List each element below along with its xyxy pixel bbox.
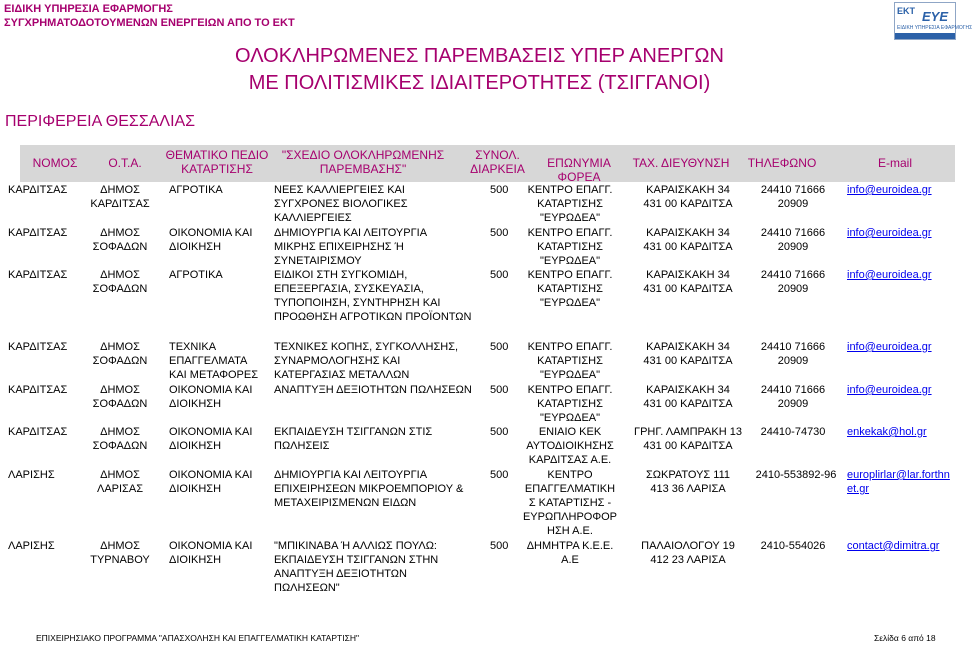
row-foreas-line: "ΕΥΡΩΔΕΑ" bbox=[539, 255, 601, 267]
row-ota-line: ΤΥΡΝΑΒΟΥ bbox=[90, 554, 150, 566]
row-sxedio-line: ΔΗΜΙΟΥΡΓΙΑ ΚΑΙ ΛΕΙΤΟΥΡΓΙΑ bbox=[274, 469, 428, 481]
row-pedio-line: ΤΕΧΝΙΚΑ bbox=[169, 341, 217, 353]
email-link[interactable]: info@euroidea.gr bbox=[847, 384, 932, 396]
row-email bbox=[847, 226, 932, 240]
row-email bbox=[847, 383, 932, 397]
row-pedio-line: ΕΠΑΓΓΕΛΜΑΤΑ bbox=[169, 355, 248, 367]
email-link[interactable]: enkekak@hol.gr bbox=[847, 426, 927, 438]
row-sxedio-line: ΣΥΓΧΡΟΝΕΣ ΒΙΟΛΟΓΙΚΕΣ bbox=[274, 198, 408, 210]
col-pedio-line1: ΘΕΜΑΤΙΚΟ ΠΕΔΙΟ bbox=[165, 148, 269, 162]
row-foreas-line: "ΕΥΡΩΔΕΑ" bbox=[539, 369, 601, 381]
row-foreas-line: ΚΕΝΤΡΟ ΕΠΑΓΓ. bbox=[527, 184, 613, 196]
row-sxedio-line: ΕΚΠΑΙΔΕΥΣΗ ΤΣΙΓΓΑΝΩΝ ΣΤΙΣ bbox=[274, 426, 433, 438]
eye-logo bbox=[894, 2, 972, 40]
row-nomos: ΚΑΡΔΙΤΣΑΣ bbox=[8, 269, 68, 281]
row-foreas bbox=[515, 383, 625, 425]
row-hours: 500 bbox=[490, 469, 509, 481]
row-address-line: ΠΑΛΑΙΟΛΟΓΟΥ 19 bbox=[641, 540, 735, 552]
row-foreas-line: ΑΥΤΟΔΙΟΙΚΗΣΗΣ bbox=[526, 440, 614, 452]
row-ota-line: ΔΗΜΟΣ bbox=[100, 227, 140, 239]
row-sxedio bbox=[274, 383, 472, 397]
row-sxedio-line: ΤΥΠΟΠΟΙΗΣΗ, ΣΥΝΤΗΡΗΣΗ ΚΑΙ bbox=[274, 297, 441, 309]
row-address-line: 431 00 ΚΑΡΔΙΤΣΑ bbox=[643, 398, 733, 410]
row-hours: 500 bbox=[490, 269, 509, 281]
row-foreas bbox=[515, 468, 625, 538]
row-address-line: ΚΑΡΑΙΣΚΑΚΗ 34 bbox=[646, 269, 730, 281]
footer-program: ΕΠΙΧΕΙΡΗΣΙΑΚΟ ΠΡΟΓΡΑΜΜΑ "ΑΠΑΣΧΟΛΗΣΗ ΚΑΙ ΕΠΑΓΓΕΛΜΑΤΙΚΗ ΚΑΤΑΡΤΙΣΗ" bbox=[36, 633, 359, 643]
row-sxedio-line: ΣΥΝΑΡΜΟΛΟΓΗΣΗΣ ΚΑΙ bbox=[274, 355, 401, 367]
row-pedio-line: ΟΙΚΟΝΟΜΙΑ ΚΑΙ bbox=[169, 426, 253, 438]
row-ota bbox=[90, 183, 150, 211]
row-pedio-line: ΚΑΙ ΜΕΤΑΦΟΡΕΣ bbox=[169, 369, 259, 381]
row-address-line: 431 00 ΚΑΡΔΙΤΣΑ bbox=[643, 283, 733, 295]
row-phone bbox=[748, 268, 838, 296]
row-address bbox=[628, 539, 748, 567]
row-address-line: ΚΑΡΑΙΣΚΑΚΗ 34 bbox=[646, 341, 730, 353]
row-address bbox=[628, 268, 748, 296]
row-phone-line: 20909 bbox=[777, 283, 809, 295]
row-pedio-line: ΑΓΡΟΤΙΚΑ bbox=[169, 184, 223, 196]
row-foreas bbox=[515, 268, 625, 310]
row-ota bbox=[90, 539, 150, 567]
row-ota-line: ΣΟΦΑΔΩΝ bbox=[92, 283, 148, 295]
logo-sub-text: ΕΙΔΙΚΗ ΥΠΗΡΕΣΙΑ ΕΦΑΡΜΟΓΗΣ bbox=[897, 25, 972, 31]
row-phone-line: 20909 bbox=[777, 398, 809, 410]
row-pedio-line: ΑΓΡΟΤΙΚΑ bbox=[169, 269, 223, 281]
row-pedio bbox=[169, 539, 252, 567]
row-address-line: 431 00 ΚΑΡΔΙΤΣΑ bbox=[643, 440, 733, 452]
row-phone bbox=[748, 183, 838, 211]
row-address-line: ΚΑΡΑΙΣΚΑΚΗ 34 bbox=[646, 384, 730, 396]
col-address: ΤΑΧ. ΔΙΕΥΘΥΝΣΗ bbox=[632, 156, 730, 170]
row-sxedio-line: ΑΝΑΠΤΥΞΗ ΔΕΞΙΟΤΗΤΩΝ ΠΩΛΗΣΕΩΝ bbox=[274, 384, 472, 396]
col-email: E-mail bbox=[877, 156, 912, 170]
row-sxedio-line: ΠΩΛΗΣΕΙΣ bbox=[274, 440, 330, 452]
col-phone: ΤΗΛΕΦΩΝΟ bbox=[747, 156, 817, 170]
page-subtitle: ΜΕ ΠΟΛΙΤΙΣΜΙΚΕΣ ΙΔΙΑΙΤΕΡΟΤΗΤΕΣ (ΤΣΙΓΓΑΝΟΙ) bbox=[248, 72, 711, 94]
row-address bbox=[628, 383, 748, 411]
row-nomos: ΚΑΡΔΙΤΣΑΣ bbox=[8, 341, 68, 353]
row-address bbox=[628, 425, 748, 453]
row-pedio bbox=[169, 340, 258, 382]
row-phone bbox=[748, 383, 838, 411]
row-sxedio bbox=[274, 468, 463, 510]
row-pedio bbox=[169, 383, 252, 411]
row-nomos: ΛΑΡΙΣΗΣ bbox=[8, 540, 55, 552]
email-link[interactable] bbox=[847, 469, 950, 495]
row-phone-line: 24410 71666 bbox=[760, 227, 826, 239]
row-address-line: ΚΑΡΑΙΣΚΑΚΗ 34 bbox=[646, 184, 730, 196]
row-foreas-line: ΚΕΝΤΡΟ ΕΠΑΓΓ. bbox=[527, 269, 613, 281]
row-address-line: ΓΡΗΓ. ΛΑΜΠΡΑΚΗ 13 bbox=[634, 426, 742, 438]
footer-page-number: Σελίδα 6 από 18 bbox=[874, 633, 936, 643]
logo-ekt-text: ΕΚΤ bbox=[897, 6, 915, 16]
row-address-line: ΣΩΚΡΑΤΟΥΣ 111 bbox=[645, 469, 731, 481]
row-foreas bbox=[515, 226, 625, 268]
row-sxedio-line: ΕΚΠΑΙΔΕΥΣΗ ΤΣΙΓΓΑΝΩΝ ΣΤΗΝ bbox=[274, 554, 439, 566]
row-ota-line: ΔΗΜΟΣ bbox=[100, 269, 140, 281]
email-link[interactable]: info@euroidea.gr bbox=[847, 227, 932, 239]
row-ota-line: ΔΗΜΟΣ bbox=[100, 469, 140, 481]
col-nomos: ΝΟΜΟΣ bbox=[32, 156, 78, 170]
row-address bbox=[628, 340, 748, 368]
row-foreas-line: ΚΕΝΤΡΟ ΕΠΑΓΓ. bbox=[527, 384, 613, 396]
row-hours: 500 bbox=[490, 341, 509, 353]
email-link[interactable]: contact@dimitra.gr bbox=[847, 540, 940, 552]
email-link-part[interactable]: et.gr bbox=[847, 483, 870, 495]
page-title: ΟΛΟΚΛΗΡΩΜΕΝΕΣ ΠΑΡΕΜΒΑΣΕΙΣ ΥΠΕΡ ΑΝΕΡΓΩΝ bbox=[235, 45, 724, 67]
row-phone-line: 24410-74730 bbox=[760, 426, 826, 438]
email-link[interactable]: info@euroidea.gr bbox=[847, 269, 932, 281]
row-phone-line: 20909 bbox=[777, 355, 809, 367]
row-ota-line: ΣΟΦΑΔΩΝ bbox=[92, 241, 148, 253]
row-ota-line: ΚΑΡΔΙΤΣΑΣ bbox=[90, 198, 150, 210]
row-email bbox=[847, 268, 932, 282]
row-foreas-line: ΕΝΙΑΙΟ ΚΕΚ bbox=[538, 426, 602, 438]
row-pedio-line: ΟΙΚΟΝΟΜΙΑ ΚΑΙ bbox=[169, 540, 253, 552]
row-pedio bbox=[169, 268, 223, 282]
row-ota bbox=[90, 226, 150, 254]
row-ota-line: ΔΗΜΟΣ bbox=[100, 384, 140, 396]
row-sxedio bbox=[274, 226, 427, 268]
row-nomos: ΚΑΡΔΙΤΣΑΣ bbox=[8, 426, 68, 438]
row-address bbox=[628, 468, 748, 496]
row-foreas-line: ΚΕΝΤΡΟ bbox=[547, 469, 593, 481]
row-sxedio-line: ΠΩΛΗΣΕΩΝ" bbox=[274, 582, 340, 594]
row-sxedio-line: ΑΝΑΠΤΥΞΗ ΔΕΞΙΟΤΗΤΩΝ bbox=[274, 568, 407, 580]
row-phone-line: 2410-553892-96 bbox=[755, 469, 837, 481]
row-foreas-line: ΚΑΤΑΡΤΙΣΗΣ bbox=[537, 283, 603, 295]
row-hours: 500 bbox=[490, 227, 509, 239]
row-address-line: 412 23 ΛΑΡΙΣΑ bbox=[650, 554, 726, 566]
row-email bbox=[847, 468, 950, 496]
row-sxedio-line: ΚΑΛΛΙΕΡΓΕΙΕΣ bbox=[274, 212, 352, 224]
row-sxedio bbox=[274, 425, 432, 453]
row-sxedio bbox=[274, 268, 471, 324]
row-ota-line: ΔΗΜΟΣ bbox=[100, 540, 140, 552]
row-sxedio-line: ΝΕΕΣ ΚΑΛΛΙΕΡΓΕΙΕΣ ΚΑΙ bbox=[274, 184, 405, 196]
row-ota-line: ΔΗΜΟΣ bbox=[100, 341, 140, 353]
col-synol-line2: ΔΙΑΡΚΕΙΑ bbox=[470, 162, 525, 176]
table-header bbox=[20, 145, 955, 182]
row-ota-line: ΔΗΜΟΣ bbox=[100, 184, 140, 196]
row-sxedio-line: ΚΑΤΕΡΓΑΣΙΑΣ ΜΕΤΑΛΛΩΝ bbox=[274, 369, 410, 381]
row-nomos: ΚΑΡΔΙΤΣΑΣ bbox=[8, 384, 68, 396]
row-foreas-line: ΚΑΤΑΡΤΙΣΗΣ bbox=[537, 198, 603, 210]
row-foreas-line: "ΕΥΡΩΔΕΑ" bbox=[539, 412, 601, 424]
row-ota-line: ΣΟΦΑΔΩΝ bbox=[92, 398, 148, 410]
row-sxedio-line: ΜΙΚΡΗΣ ΕΠΙΧΕΙΡΗΣΗΣ Ή bbox=[274, 241, 404, 253]
logo-bar bbox=[895, 33, 955, 39]
row-ota-line: ΣΟΦΑΔΩΝ bbox=[92, 355, 148, 367]
logo-brand-text: EYE bbox=[922, 9, 949, 24]
row-sxedio-line: ΣΥΝΕΤΑΙΡΙΣΜΟΥ bbox=[274, 255, 362, 267]
row-foreas-line: ΕΥΡΩΠΛΗΡΟΦΟΡ bbox=[522, 511, 618, 523]
row-phone-line: 24410 71666 bbox=[760, 341, 826, 353]
row-foreas-line: Σ ΚΑΤΑΡΤΙΣΗΣ - bbox=[528, 497, 612, 509]
row-address-line: 431 00 ΚΑΡΔΙΤΣΑ bbox=[643, 198, 733, 210]
row-foreas-line: ΕΠΑΓΓΕΛΜΑΤΙΚΗ bbox=[524, 483, 616, 495]
row-foreas-line: ΗΣΗ Α.Ε. bbox=[547, 525, 593, 537]
row-foreas bbox=[515, 539, 625, 567]
row-foreas-line: ΚΑΤΑΡΤΙΣΗΣ bbox=[537, 355, 603, 367]
row-foreas-line: ΚΕΝΤΡΟ ΕΠΑΓΓ. bbox=[527, 227, 613, 239]
row-pedio-line: ΟΙΚΟΝΟΜΙΑ ΚΑΙ bbox=[169, 384, 253, 396]
row-pedio-line: ΟΙΚΟΝΟΜΙΑ ΚΑΙ bbox=[169, 227, 253, 239]
row-hours: 500 bbox=[490, 384, 509, 396]
row-ota-line: ΔΗΜΟΣ bbox=[100, 426, 140, 438]
row-foreas-line: ΚΑΤΑΡΤΙΣΗΣ bbox=[537, 241, 603, 253]
row-phone-line: 20909 bbox=[777, 241, 809, 253]
row-pedio bbox=[169, 468, 252, 496]
row-nomos: ΚΑΡΔΙΤΣΑΣ bbox=[8, 227, 68, 239]
row-foreas-line: ΔΗΜΗΤΡΑ Κ.Ε.Ε. bbox=[526, 540, 614, 552]
col-synol-line1: ΣΥΝΟΛ. bbox=[475, 148, 520, 162]
row-pedio bbox=[169, 226, 252, 254]
col-ota: Ο.Τ.Α. bbox=[108, 156, 142, 170]
row-address bbox=[628, 226, 748, 254]
row-address-line: 431 00 ΚΑΡΔΙΤΣΑ bbox=[643, 355, 733, 367]
row-sxedio bbox=[274, 340, 458, 382]
row-email bbox=[847, 340, 932, 354]
row-nomos: ΚΑΡΔΙΤΣΑΣ bbox=[8, 184, 68, 196]
row-sxedio-line: ΕΠΙΧΕΙΡΗΣΕΩΝ ΜΙΚΡΟΕΜΠΟΡΙΟΥ & bbox=[274, 483, 464, 495]
col-sxedio bbox=[273, 148, 453, 176]
row-phone-line: 24410 71666 bbox=[760, 184, 826, 196]
row-pedio bbox=[169, 183, 223, 197]
row-foreas bbox=[515, 340, 625, 382]
col-pedio bbox=[162, 148, 272, 176]
row-pedio-line: ΔΙΟΙΚΗΣΗ bbox=[169, 398, 222, 410]
col-sxedio-line2: ΠΑΡΕΜΒΑΣΗΣ" bbox=[319, 162, 407, 176]
row-address-line: 431 00 ΚΑΡΔΙΤΣΑ bbox=[643, 241, 733, 253]
row-foreas-line: "ΕΥΡΩΔΕΑ" bbox=[539, 297, 601, 309]
row-phone bbox=[748, 425, 838, 439]
row-sxedio-line: ΠΡΟΩΘΗΣΗ ΑΓΡΟΤΙΚΩΝ ΠΡΟΪΟΝΤΩΝ bbox=[274, 311, 472, 323]
row-sxedio-line: ΕΙΔΙΚΟΙ ΣΤΗ ΣΥΓΚΟΜΙΔΗ, bbox=[274, 269, 408, 281]
row-phone bbox=[748, 468, 844, 482]
row-sxedio-line: ΤΕΧΝΙΚΕΣ ΚΟΠΗΣ, ΣΥΓΚΟΛΛΗΣΗΣ, bbox=[274, 341, 459, 353]
email-link[interactable]: info@euroidea.gr bbox=[847, 341, 932, 353]
row-ota bbox=[90, 383, 150, 411]
row-ota-line: ΣΟΦΑΔΩΝ bbox=[92, 440, 148, 452]
region-heading: ΠΕΡΙΦΕΡΕΙΑ ΘΕΣΣΑΛΙΑΣ bbox=[5, 113, 196, 130]
row-pedio-line: ΔΙΟΙΚΗΣΗ bbox=[169, 483, 222, 495]
row-ota bbox=[90, 425, 150, 453]
col-pedio-line2: ΚΑΤΑΡΤΙΣΗΣ bbox=[181, 162, 253, 176]
row-foreas-line: ΚΑΤΑΡΤΙΣΗΣ bbox=[537, 398, 603, 410]
row-phone bbox=[748, 340, 838, 368]
row-sxedio-line: ΔΗΜΙΟΥΡΓΙΑ ΚΑΙ ΛΕΙΤΟΥΡΓΙΑ bbox=[274, 227, 428, 239]
row-phone bbox=[748, 226, 838, 254]
row-sxedio-line: ΕΠΕΞΕΡΓΑΣΙΑ, ΣΥΣΚΕΥΑΣΙΑ, bbox=[274, 283, 424, 295]
row-phone bbox=[748, 539, 838, 553]
row-phone-line: 24410 71666 bbox=[760, 269, 826, 281]
row-address-line: ΚΑΡΑΙΣΚΑΚΗ 34 bbox=[646, 227, 730, 239]
row-foreas bbox=[515, 425, 625, 467]
row-email bbox=[847, 425, 927, 439]
row-foreas-line: "ΕΥΡΩΔΕΑ" bbox=[539, 212, 601, 224]
row-foreas bbox=[515, 183, 625, 225]
row-pedio-line: ΔΙΟΙΚΗΣΗ bbox=[169, 440, 222, 452]
row-hours: 500 bbox=[490, 184, 509, 196]
row-email bbox=[847, 183, 932, 197]
col-sxedio-line1: "ΣΧΕΔΙΟ ΟΛΟΚΛΗΡΩΜΕΝΗΣ bbox=[281, 148, 445, 162]
col-synol bbox=[470, 148, 525, 176]
row-foreas-line: ΚΕΝΤΡΟ ΕΠΑΓΓ. bbox=[527, 341, 613, 353]
row-sxedio bbox=[274, 539, 438, 595]
email-link-part[interactable]: europlirlar@lar.forthn bbox=[847, 469, 950, 481]
row-address bbox=[628, 183, 748, 211]
row-phone-line: 24410 71666 bbox=[760, 384, 826, 396]
row-sxedio-line: ΜΕΤΑΧΕΙΡΙΣΜΕΝΩΝ ΕΙΔΩΝ bbox=[274, 497, 417, 509]
row-foreas-line: ΚΑΡΔΙΤΣΑΣ Α.Ε. bbox=[528, 454, 612, 466]
row-email bbox=[847, 539, 939, 553]
row-address-line: 413 36 ΛΑΡΙΣΑ bbox=[650, 483, 726, 495]
row-foreas-line: Α.Ε bbox=[561, 554, 579, 566]
row-pedio bbox=[169, 425, 252, 453]
row-nomos: ΛΑΡΙΣΗΣ bbox=[8, 469, 55, 481]
col-foreas: ΕΠΩΝΥΜΙΑ ΦΟΡΕΑ bbox=[547, 156, 611, 184]
row-sxedio-line: "ΜΠΙΚΙΝΑΒΑ Ή ΑΛΛΙΩΣ ΠΟΥΛΩ: bbox=[274, 540, 437, 552]
row-hours: 500 bbox=[490, 540, 509, 552]
row-pedio-line: ΔΙΟΙΚΗΣΗ bbox=[169, 241, 222, 253]
row-ota bbox=[90, 268, 150, 296]
row-ota bbox=[90, 340, 150, 368]
agency-subtitle: ΣΥΓΧΡΗΜΑΤΟΔΟΤΟΥΜΕΝΩΝ ΕΝΕΡΓΕΙΩΝ ΑΠΟ ΤΟ ΕΚΤ bbox=[4, 17, 295, 29]
row-phone-line: 20909 bbox=[777, 198, 809, 210]
row-pedio-line: ΔΙΟΙΚΗΣΗ bbox=[169, 554, 222, 566]
row-ota bbox=[90, 468, 150, 496]
row-hours: 500 bbox=[490, 426, 509, 438]
agency-name: ΕΙΔΙΚΗ ΥΠΗΡΕΣΙΑ ΕΦΑΡΜΟΓΗΣ bbox=[4, 3, 173, 15]
row-ota-line: ΛΑΡΙΣΑΣ bbox=[96, 483, 143, 495]
row-pedio-line: ΟΙΚΟΝΟΜΙΑ ΚΑΙ bbox=[169, 469, 253, 481]
row-sxedio bbox=[274, 183, 408, 225]
row-phone-line: 2410-554026 bbox=[760, 540, 826, 552]
email-link[interactable]: info@euroidea.gr bbox=[847, 184, 932, 196]
